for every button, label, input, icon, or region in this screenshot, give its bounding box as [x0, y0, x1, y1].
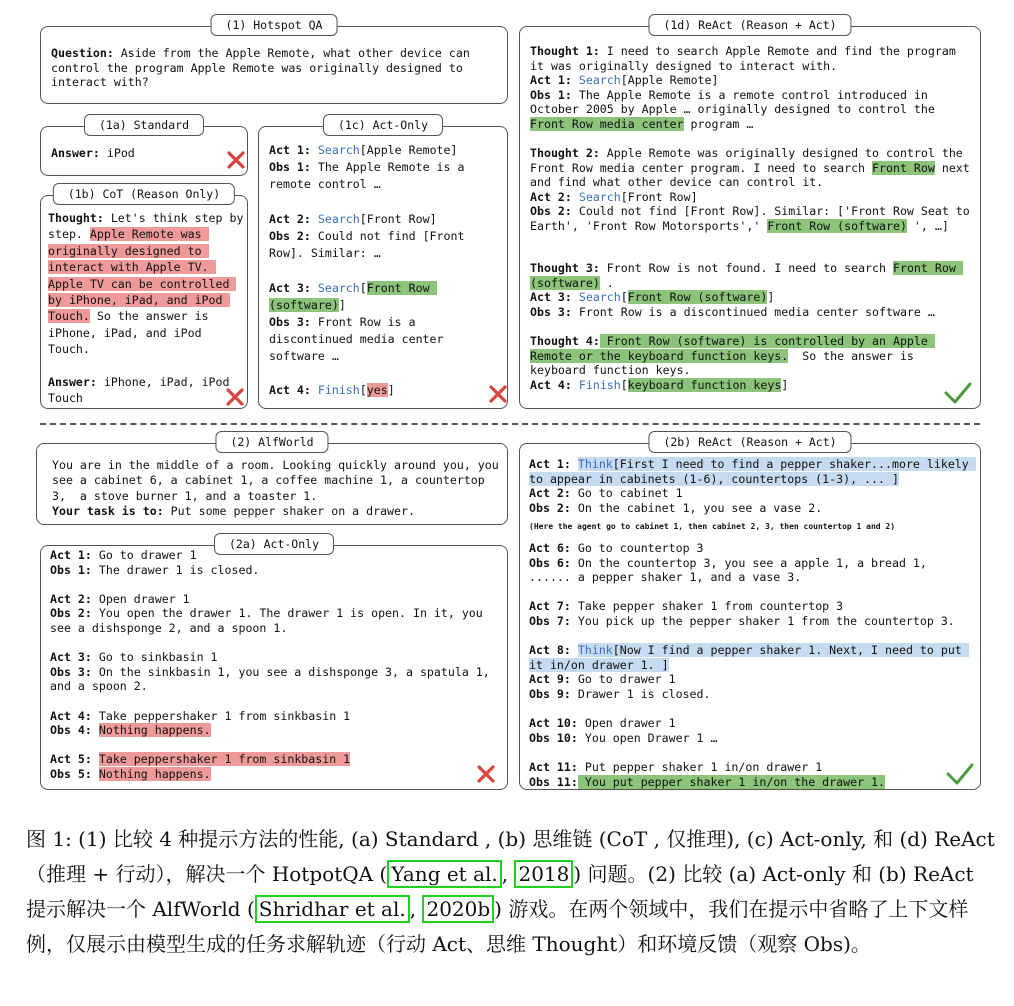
cot-answer: Answer: iPhone, iPad, iPod Touch	[48, 375, 237, 406]
wrong-x-icon	[476, 764, 496, 784]
alf-react-steps-1: Act 1: Think[First I need to find a pepper shaker...more likely to appear in cabinets (1-6), countertops (1-3), ... ] Act 2: Go to cabinet 1 Obs 2: On the cabinet 1, you see a vase 2.	[529, 457, 976, 515]
react-box	[519, 18, 981, 409]
cot-title: (1b) CoT (Reason Only)	[53, 183, 235, 205]
alfworld-box	[36, 435, 508, 525]
citation-link[interactable]: Shridhar et al.	[255, 895, 410, 923]
wrong-x-icon	[225, 387, 245, 407]
act-only-title: (1c) Act-Only	[323, 114, 443, 136]
alfworld-title: (2) AlfWorld	[215, 431, 328, 453]
citation-year-link[interactable]: 2018	[514, 860, 573, 888]
wrong-x-icon	[226, 150, 246, 170]
figure-caption: 图 1: (1) 比较 4 种提示方法的性能, (a) Standard , (b) 思维链 (CoT , 仅推理), (c) Act-only, 和 (d) ReAct （推理 + 行动），解决一个 HotpotQA ( Yang et al. , 2018 ) 问题。(2) 比较 (a) Act-only 和 (b) ReAct 提示解决一个 AlfWorld ( Shridhar et al. , 2020b ) 游戏。在两个领域中，我们在提示中省略了上下文样例，仅展示由模型生成的任务求解轨迹（行动 Act、思维 Thought）和环境反馈（观察 Obs)。	[26, 827, 995, 956]
react-step1: Thought 1: I need to search Apple Remote and find the program it was originally designed to interact with. Act 1: Search[Apple Remote] Obs 1: The Apple Remote is a remote control introduced in October 2005 by Apple … originally designed to control the Front Row media center program …	[530, 44, 963, 131]
alf-react-box	[519, 435, 981, 790]
standard-title: (1a) Standard	[84, 114, 204, 136]
alf-react-steps-2: Act 6: Go to countertop 3 Obs 6: On the countertop 3, you see a apple 1, a bread 1, ...... a pepper shaker 1, and a vase 3. Act 7: Take pepper shaker 1 from countertop 3 Obs 7: You pick up the pepper shaker 1 from the countertop 3. Act 8: Think[Now I find a pepper shaker 1. Next, I need to put it in/on drawer 1. ] Act 9: Go to drawer 1 Obs 9: Drawer 1 is closed. Act 10: Open drawer 1 Obs 10: You open Drawer 1 … Act 11: Put pepper shaker 1 in/on drawer 1 Obs 11: You put pepper shaker 1 in/on the drawer 1.	[529, 541, 969, 789]
hotpotqa-box	[40, 18, 508, 104]
react-title: (1d) ReAct (Reason + Act)	[648, 14, 851, 36]
hotpotqa-question: Question: Aside from the Apple Remote, what other device can control the program Apple Remote was originally designed to interact with?	[51, 46, 477, 90]
alf-react-note: (Here the agent go to cabinet 1, then cabinet 2, 3, then countertop 1 and 2)	[529, 522, 896, 531]
react-step4: Thought 4: Front Row (software) is controlled by an Apple Remote or the keyboard function keys. So the answer is keyboard function keys. Act 4: Finish[keyboard function keys]	[530, 334, 935, 392]
act-only-step1: Act 1: Search[Apple Remote] Obs 1: The Apple Remote is a remote control …	[269, 143, 472, 191]
alf-react-title: (2b) ReAct (Reason + Act)	[648, 431, 851, 453]
act-only-step4: Act 4: Finish[yes]	[269, 383, 395, 397]
standard-box	[40, 118, 248, 176]
standard-answer: Answer: iPod	[51, 146, 135, 160]
alfworld-desc: You are in the middle of a room. Looking quickly around you, you see a cabinet 6, a cabinet 1, a coffee machine 1, a countertop 3, a stove burner 1, and a toaster 1. Your task is to: Put some pepper shaker on a drawer.	[52, 458, 506, 519]
act-only-box	[258, 118, 508, 409]
citation-year-link[interactable]: 2020b	[422, 895, 494, 923]
citation-link[interactable]: Yang et al.	[387, 860, 502, 888]
alf-act-only-title: (2a) Act-Only	[214, 533, 334, 555]
react-step2: Thought 2: Apple Remote was originally designed to control the Front Row media center program. I need to search Front Row next and find what other device can control it. Act 2: Search[Front Row] Obs 2: Could not find [Front Row]. Similar: ['Front Row Seat to Earth', 'Front Row Motorsports',' Front Row (software) ', …]	[530, 146, 977, 233]
alf-act-only-box	[40, 537, 508, 790]
hotpotqa-title: (1) Hotspot QA	[211, 14, 338, 36]
section-divider	[40, 423, 980, 425]
alf-act-only-steps: Act 1: Go to drawer 1 Obs 1: The drawer 1 is closed. Act 2: Open drawer 1 Obs 2: You open the drawer 1. The drawer 1 is open. In it, you see a dishsponge 2, and a spoon 1. Act 3: Go to sinkbasin 1 Obs 3: On the sinkbasin 1, you see a dishsponge 3, a spatula 1, and a spoon 2. Act 4: Take peppershaker 1 from sinkbasin 1 Obs 4: Nothing happens. Act 5: Take peppershaker 1 from sinkbasin 1 Obs 5: Nothing happens.	[50, 548, 497, 781]
act-only-step3: Act 3: Search[Front Row (software)] Obs 3: Front Row is a discontinued media center software …	[269, 281, 451, 363]
correct-check-icon	[946, 762, 974, 786]
correct-check-icon	[944, 381, 972, 405]
react-step3: Thought 3: Front Row is not found. I need to search Front Row (software) . Act 3: Search[Front Row (software)] Obs 3: Front Row is a discontinued media center software …	[530, 261, 963, 319]
cot-thought: Thought: Let's think step by step. Apple Remote was originally designed to interact with Apple TV. Apple TV can be controlled by iPhone, iPad, and iPod Touch. So the answer is iPhone, iPad, and iPod Touch.	[48, 211, 251, 357]
cot-box	[40, 187, 251, 409]
wrong-x-icon	[488, 384, 508, 404]
act-only-step2: Act 2: Search[Front Row] Obs 2: Could not find [Front Row]. Similar: …	[269, 212, 472, 260]
